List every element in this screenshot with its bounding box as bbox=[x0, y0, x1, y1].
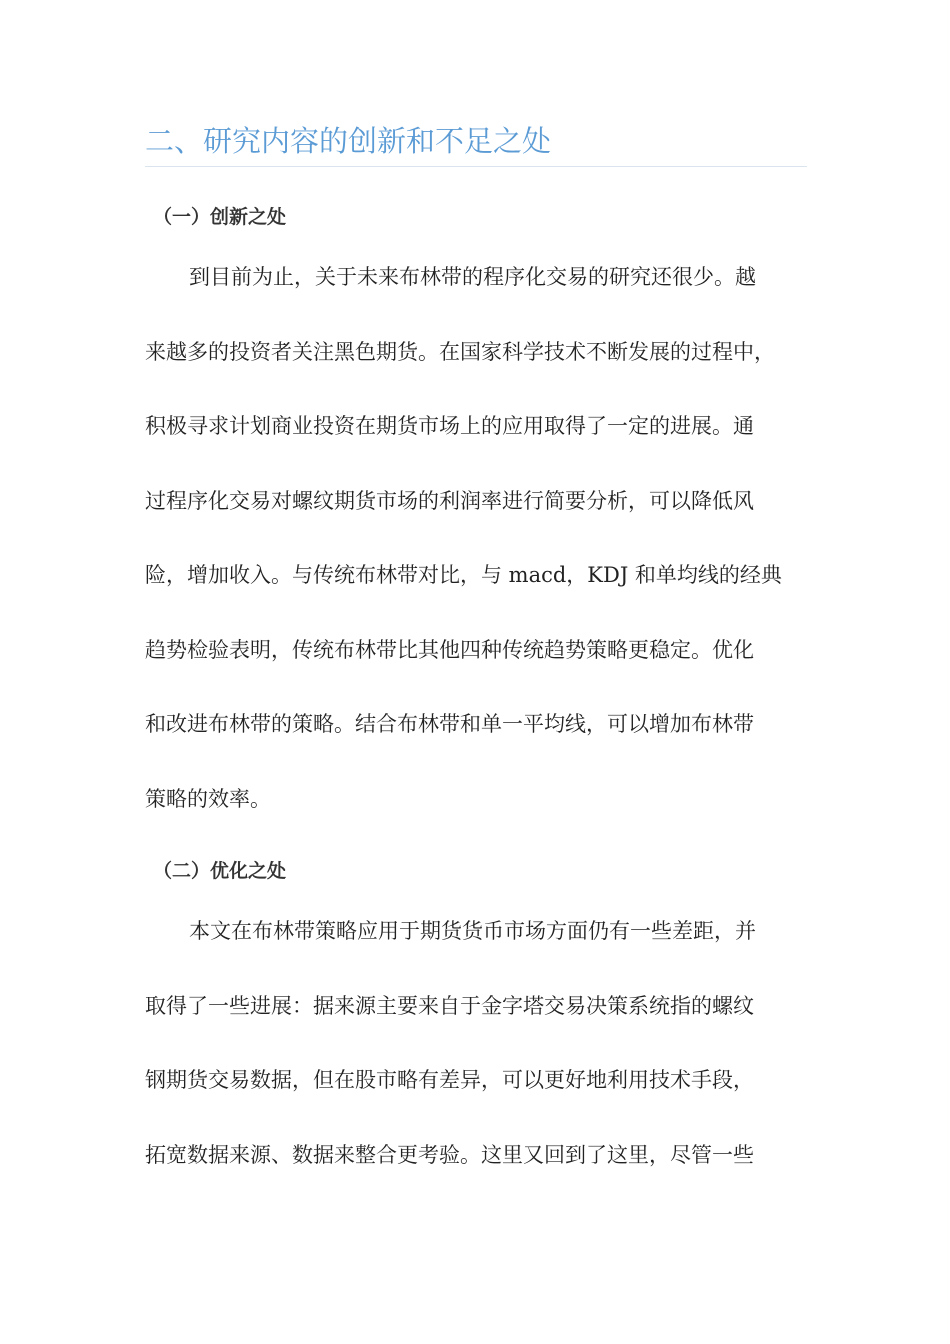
paragraph-optimization bbox=[145, 894, 807, 1192]
section-heading: 二、研究内容的创新和不足之处 bbox=[145, 118, 807, 167]
paragraph-line: 趋势检验表明，传统布林带比其他四种传统趋势策略更稳定。优化 bbox=[145, 637, 754, 662]
paragraph-line: 积极寻求计划商业投资在期货市场上的应用取得了一定的进展。通 bbox=[145, 414, 754, 438]
subsection-heading-innovation: （一）创新之处 bbox=[153, 206, 287, 228]
paragraph-line: 险，增加收入。与传统布林带对比，与 macd，KDJ 和单均线的经典 bbox=[145, 563, 782, 587]
paragraph-line: 钢期货交易数据，但在股市略有差异，可以更好地利用技术手段， bbox=[145, 1068, 754, 1092]
paragraph-innovation bbox=[145, 240, 807, 836]
paragraph-line: 过程序化交易对螺纹期货市场的利润率进行简要分析，可以降低风 bbox=[145, 488, 754, 513]
paragraph-line: 来越多的投资者关注黑色期货。在国家科学技术不断发展的过程中， bbox=[145, 339, 775, 364]
paragraph-line: 取得了一些进展：据来源主要来自于金字塔交易决策系统指的螺纹 bbox=[145, 993, 754, 1018]
paragraph-line: 拓宽数据来源、数据来整合更考验。这里又回到了这里，尽管一些 bbox=[145, 1142, 754, 1167]
paragraph-line: 到目前为止，关于未来布林带的程序化交易的研究还很少。越 bbox=[189, 265, 756, 289]
paragraph-line: 和改进布林带的策略。结合布林带和单一平均线，可以增加布林带 bbox=[145, 712, 754, 736]
subsection-heading-optimization: （二）优化之处 bbox=[153, 860, 287, 882]
paragraph-line: 本文在布林带策略应用于期货货币市场方面仍有一些差距，并 bbox=[189, 919, 756, 943]
paragraph-line: 策略的效率。 bbox=[145, 786, 271, 811]
